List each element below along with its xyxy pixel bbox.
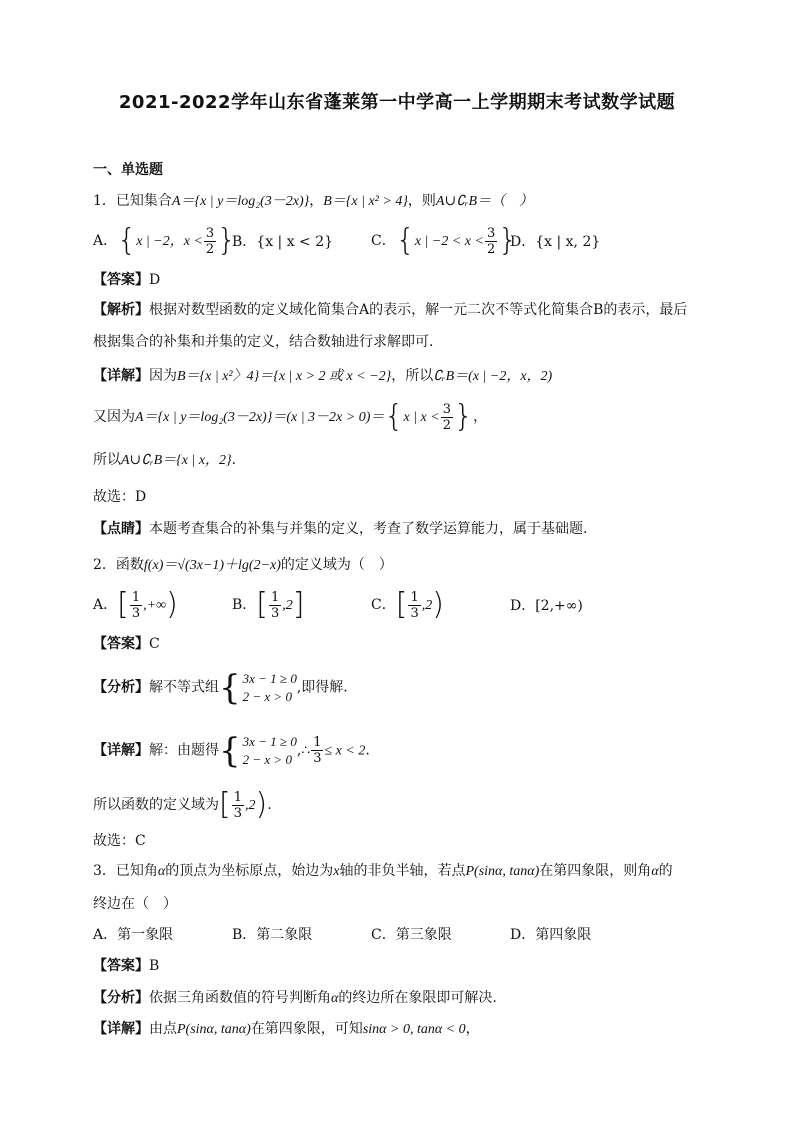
q2-option-a[interactable]: A．[ $\frac{1}{3}$ ,+∞) [93,587,178,622]
inequality-system: { 3x − 1 ≥ 0 2 − x > 0 [219,730,297,771]
q3-option-d[interactable]: D．第四象限 [510,927,592,943]
q3-stem-line2: 终边在（ ） [93,896,177,912]
q1-analysis-line2: 根据集合的补集和并集的定义，结合数轴进行求解即可. [93,334,434,350]
q2-options [93,587,733,624]
q2-option-c[interactable]: C．[ $\frac{1}{3}$ ,2) [371,587,444,622]
q1-choice: 故选：D [93,489,147,505]
q2-analysis: 【分析】解不等式组 { 3x − 1 ≥ 0 2 − x > 0 ,即得解. [93,667,348,708]
q2-detail: 【详解】解：由题得 { 3x − 1 ≥ 0 2 − x > 0 ,∴ $\frac{1}{3}$ ≤ x < 2. [93,730,370,771]
q3-option-a[interactable]: A．第一象限 [93,927,174,943]
q1-option-d[interactable]: D．{x | x, 2} [510,234,601,250]
q3-answer: 【答案】B [93,958,160,974]
fraction: $\frac{1}{3}$ [233,789,242,821]
fraction: $\frac{1}{3}$ [131,589,141,621]
q1-answer: 【答案】D [93,272,161,288]
q2-stem: 2．函数f(x)＝√(3x−1)＋lg(2−x)的定义域为（ ） [93,557,393,573]
q1-options [93,223,733,260]
fraction: $\frac{3}{2}$ [442,401,451,433]
q3-option-c[interactable]: C．第三象限 [371,927,452,943]
q3-analysis: 【分析】依据三角函数值的符号判断角α的终边所在象限即可解决. [93,990,497,1006]
q3-detail: 【详解】由点P(sinα, tanα)在第四象限，可知sinα > 0, tanα < 0， [93,1021,480,1037]
q2-answer: 【答案】C [93,636,160,652]
q3-option-b[interactable]: B．第二象限 [232,927,313,943]
q2-choice: 故选：C [93,833,146,849]
q1-stem: 1．已知集合A＝{x | y＝log₂(3－2x)}，B＝{x | x² > 4}，则A∪∁ᵣB＝（ ） [93,193,534,209]
q1-analysis-line1: 【解析】根据对数型函数的定义域化简集合A的表示，解一元二次不等式化简集合B的表示，最后 [93,302,688,318]
q1-detail-line1: 【详解】因为B＝{x | x²〉4}＝{x | x > 2 或 x < −2}，所以∁ᵣB＝(x | −2，x，2) [93,368,553,384]
section-heading: 一、单选题 [93,162,163,178]
q2-option-d[interactable]: D．[2,+∞) [510,598,583,614]
q1-comment: 【点睛】本题考查集合的补集与并集的定义，考查了数学运算能力，属于基础题. [93,521,588,537]
fraction: $\frac{1}{3}$ [271,589,280,621]
q3-options [93,927,733,947]
fraction: $\frac{3}{2}$ [486,225,496,257]
q3-stem-line1: 3．已知角α的顶点为坐标原点，始边为x轴的非负半轴，若点P(sinα, tanα)在第四象限，则角α的 [93,863,673,879]
q1-option-b[interactable]: B．{x | x < 2} [232,234,334,250]
fraction: $\frac{3}{2}$ [205,225,215,257]
document-title: 2021-2022学年山东省蓬莱第一中学高一上学期期末考试数学试题 [118,92,676,113]
q2-domain: 所以函数的定义域为[ $\frac{1}{3}$ ,2). [93,787,272,822]
q1-option-a[interactable]: A．{x | −2，x < $\frac{3}{2}$ } [93,223,237,258]
fraction: $\frac{1}{3}$ [410,589,419,621]
q1-detail-line3: 所以A∪∁ᵣB＝{x | x，2}. [93,452,237,468]
q2-option-b[interactable]: B．[ $\frac{1}{3}$ ,2] [232,587,305,622]
inequality-system: { 3x − 1 ≥ 0 2 − x > 0 [219,667,297,708]
q1-option-c[interactable]: C．{x | −2 < x < $\frac{3}{2}$ } [371,223,518,258]
q1-detail-line2: 又因为A＝{x | y＝log₂(3－2x)}＝(x | 3－2x > 0)＝{x | x < $\frac{3}{2}$ }， [93,399,488,434]
fraction: $\frac{1}{3}$ [313,735,322,767]
